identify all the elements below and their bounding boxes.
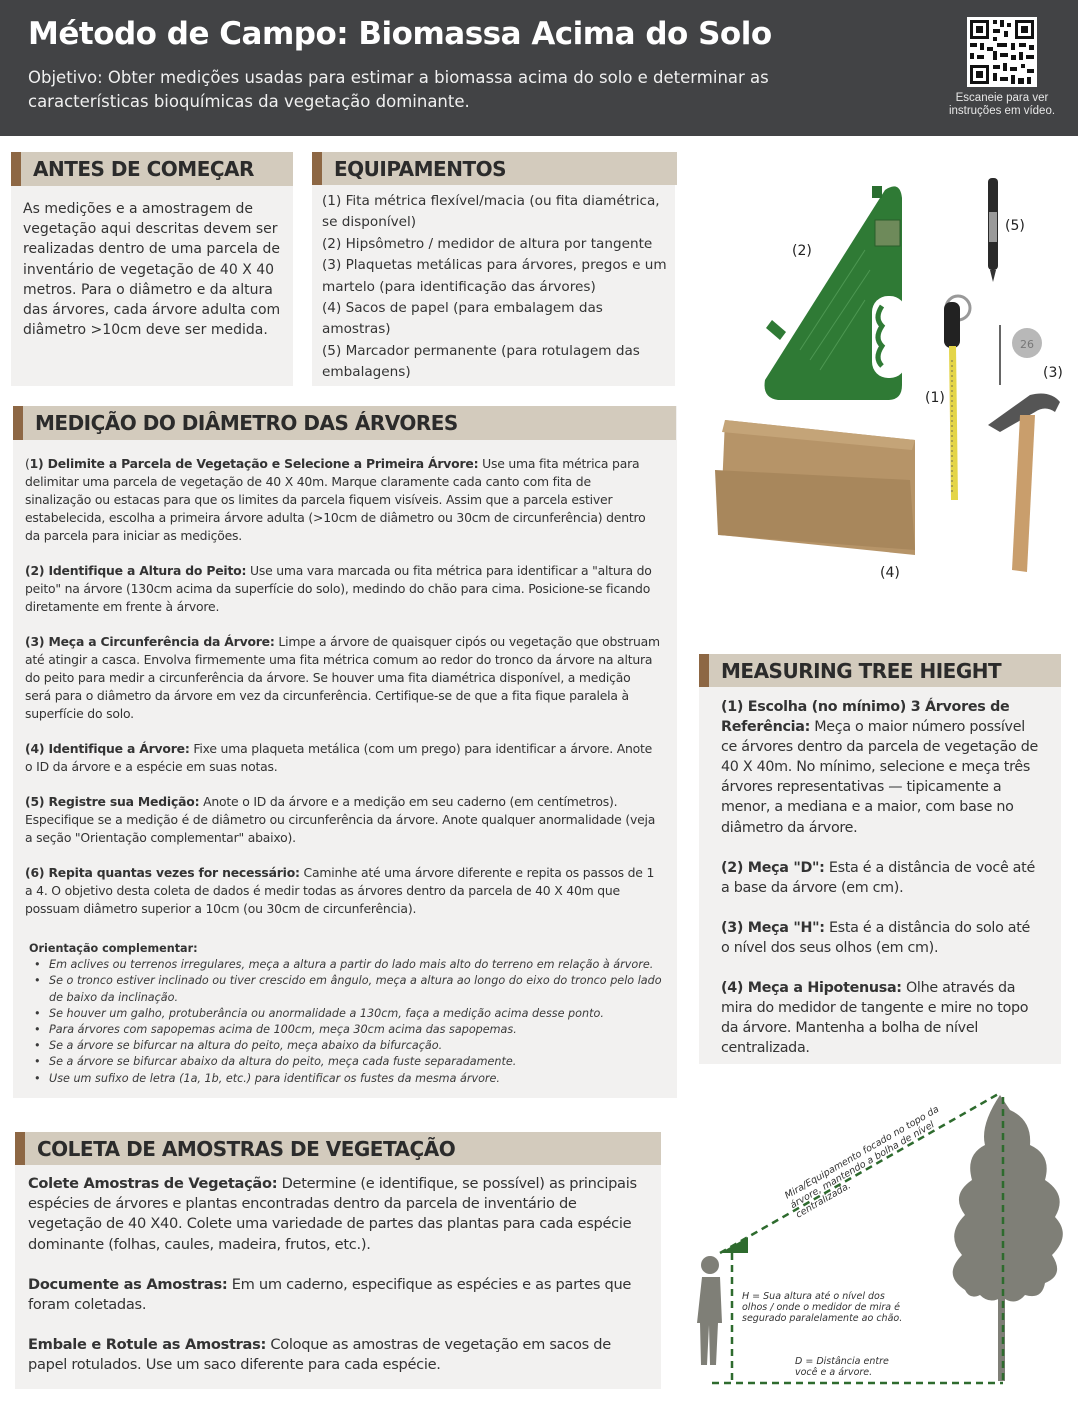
equipment-item: (2) Hipsômetro / medidor de altura por tangente xyxy=(322,235,653,252)
height-step: (1) Escolha (no mínimo) 3 Árvores de Referência: Meça o maior número possível ce árvores dentro da parcela de vegetação de 40 X 40m. No mínimo, selecione e meça três árvores representativas — tipicamente a menor, a mediana e a maior, com base no diâmetro da árvore. xyxy=(721,699,1039,836)
equipment-list xyxy=(322,191,672,384)
diameter-step: (5) Registre sua Medição: Anote o ID da árvore e a medição em seu caderno (em centímetros). Especifique se a medição é de diâmetro ou circunferência da árvore. Anote qualquer anormalidade (veja a seção "Orientação complementar" abaixo). xyxy=(25,794,656,845)
marker-icon xyxy=(988,178,998,282)
height-step: (2) Meça "D": Esta é a distância de você até a base da árvore (em cm). xyxy=(721,859,1035,896)
tree-height-diagram xyxy=(680,1085,1078,1400)
sampling-steps xyxy=(28,1174,638,1396)
diameter-step: (3) Meça a Circunferência da Árvore: Limpe a árvore de quaisquer cipós ou vegetação que obstruam até atingir a casca. Envolva firmemente uma fita métrica comum ao redor do tronco da árvore na altura do peito para medir a circunferência da árvore. Se houver uma fita diamétrica disponível, a medição será para o diâmetro da árvore em vez da circunferência. Certifique-se de que a fita fique paralela à superfície do solo. xyxy=(25,634,660,721)
equipment-label-2: (2) xyxy=(792,243,812,259)
height-step: (4) Meça a Hipotenusa: Olhe através da mira do medidor de tangente e mire no topo da árvore. Mantenha a bolha de nível centralizada. xyxy=(721,980,1029,1057)
before-title: ANTES DE COMEÇAR xyxy=(11,152,293,186)
supplementary-title: Orientação complementar: xyxy=(29,942,198,955)
objective-text: Objetivo: Obter medições usadas para estimar a biomassa acima do solo e determinar as características bioquímicas da vegetação dominante. xyxy=(28,68,769,111)
supplementary-item: • Se a árvore se bifurcar na altura do peito, meça abaixo da bifurcação. xyxy=(29,1038,669,1054)
equipment-item: (5) Marcador permanente (para rotulagem das embalagens) xyxy=(322,342,640,381)
tag-number: 26 xyxy=(1020,338,1034,351)
sampling-step: Colete Amostras de Vegetação: Determine (e identifique, se possível) as principais espécies de árvores e plantas encontradas dentro da parcela de inventário de vegetação de 40 X40. Colete uma variedade de partes das plantas para cada espécie dominante (folhas, caules, madeira, frutos, etc.). xyxy=(28,1175,637,1253)
diameter-step: (4) Identifique a Árvore: Fixe uma plaqueta metálica (com um prego) para identificar a árvore. Anote o ID da árvore e a espécie em suas notas. xyxy=(25,741,653,774)
tape-measure-icon xyxy=(944,296,970,500)
equipment-label-3: (3) xyxy=(1043,365,1063,381)
hypsometer-icon xyxy=(765,186,906,400)
equipment-label-5: (5) xyxy=(1005,218,1025,234)
equipment-label-1: (1) xyxy=(925,390,945,406)
before-text: As medições e a amostragem de vegetação aqui descritas devem ser realizadas dentro de uma parcela de inventário de vegetação de 40 X 40 metros. Para o diâmetro e da altura das árvores, cada árvore adulta com diâmetro >10cm deve ser medida. xyxy=(23,201,281,339)
diameter-steps xyxy=(25,455,660,935)
supplementary-item: • Se o tronco estiver inclinado ou tiver crescido em ângulo, meça a altura ao longo do eixo do tronco pelo lado de baixo da inclinação. xyxy=(29,973,669,1005)
supplementary-guidance xyxy=(29,941,669,1087)
height-step: (3) Meça "H": Esta é a distância do solo até o nível dos seus olhos (em cm). xyxy=(721,919,1031,956)
supplementary-item: • Se a árvore se bifurcar abaixo da altura do peito, meça cada fuste separadamente. xyxy=(29,1054,669,1070)
equipment-item: (1) Fita métrica flexível/macia (ou fita diamétrica, se disponível) xyxy=(322,193,660,231)
paper-bag-icon xyxy=(715,420,915,555)
hammer-icon xyxy=(988,325,1060,572)
diameter-step: (1) Delimite a Parcela de Vegetação e Selecione a Primeira Árvore: Use uma fita métrica para delimitar uma parcela de vegetação de 40 X 40m. Marque claramente cada canto com fita de sinalização ou estacas para que os limites da parcela fiquem visíveis. Assim que a parcela estiver estabelecida, escolha a primeira árvore adulta (>10cm de diâmetro ou 30cm de circunferência) dentro da parcela para iniciar as medições. xyxy=(25,456,646,543)
person-icon xyxy=(697,1256,722,1365)
d-label: D = Distância entre você e a árvore. xyxy=(795,1356,889,1378)
h-label: H = Sua altura até o nível dos olhos / onde o medidor de mira é segurado paralelamente ao chão. xyxy=(742,1291,903,1324)
supplementary-item: • Em aclives ou terrenos irregulares, meça a altura a partir do lado mais alto do terreno em relação à árvore. xyxy=(29,957,669,973)
equipment-title: EQUIPAMENTOS xyxy=(312,152,677,185)
sampling-step: Embale e Rotule as Amostras: Coloque as amostras de vegetação em sacos de papel rotulados. Use um saco diferente para cada espécie. xyxy=(28,1336,611,1374)
equipment-item: (4) Sacos de papel (para embalagem das amostras) xyxy=(322,300,603,338)
page-title: Método de Campo: Biomassa Acima do Solo xyxy=(28,16,772,52)
qr-code[interactable] xyxy=(967,17,1037,87)
sight-line-label: Mira/Equipamento focado no topo da árvore, mantendo a bolha de nível centralizada. xyxy=(783,1103,942,1221)
qr-caption: Escaneie para ver instruções em vídeo. xyxy=(948,92,1056,117)
height-steps xyxy=(721,697,1041,1078)
diameter-title: MEDIÇÃO DO DIÂMETRO DAS ÁRVORES xyxy=(13,406,676,440)
sampling-title: COLETA DE AMOSTRAS DE VEGETAÇÃO xyxy=(15,1132,661,1165)
diameter-step: (2) Identifique a Altura do Peito: Use uma vara marcada ou fita métrica para identificar a "altura do peito" na árvore (130cm acima da superfície do solo), medindo do chão para cima. Posicione-se ficando diretamente em frente à árvore. xyxy=(25,563,652,614)
sampling-step: Documente as Amostras: Em um caderno, especifique as espécies e as partes que foram coletadas. xyxy=(28,1275,632,1314)
supplementary-item: • Se houver um galho, protuberância ou anormalidade a 130cm, faça a medição acima desse ponto. xyxy=(29,1006,669,1022)
page-header xyxy=(0,0,1078,136)
equipment-item: (3) Plaquetas metálicas para árvores, pregos e um martelo (para identificação das árvores) xyxy=(322,257,667,295)
diameter-step: (6) Repita quantas vezes for necessário: Caminhe até uma árvore diferente e repita os passos de 1 a 4. O objetivo desta coleta de dados é medir todas as árvores dentro da parcela de 40 X 40m que possuam diâmetro superior a 10cm (ou 30cm de circunferência). xyxy=(25,865,655,916)
supplementary-item: • Para árvores com sapopemas acima de 100cm, meça 30cm acima das sapopemas. xyxy=(29,1022,669,1038)
tree-icon xyxy=(953,1095,1063,1381)
height-title: MEASURING TREE HIEGHT xyxy=(699,654,1061,687)
supplementary-item: • Use um sufixo de letra (1a, 1b, etc.) para identificar os fustes da mesma árvore. xyxy=(29,1071,669,1087)
equipment-label-4: (4) xyxy=(880,565,900,581)
